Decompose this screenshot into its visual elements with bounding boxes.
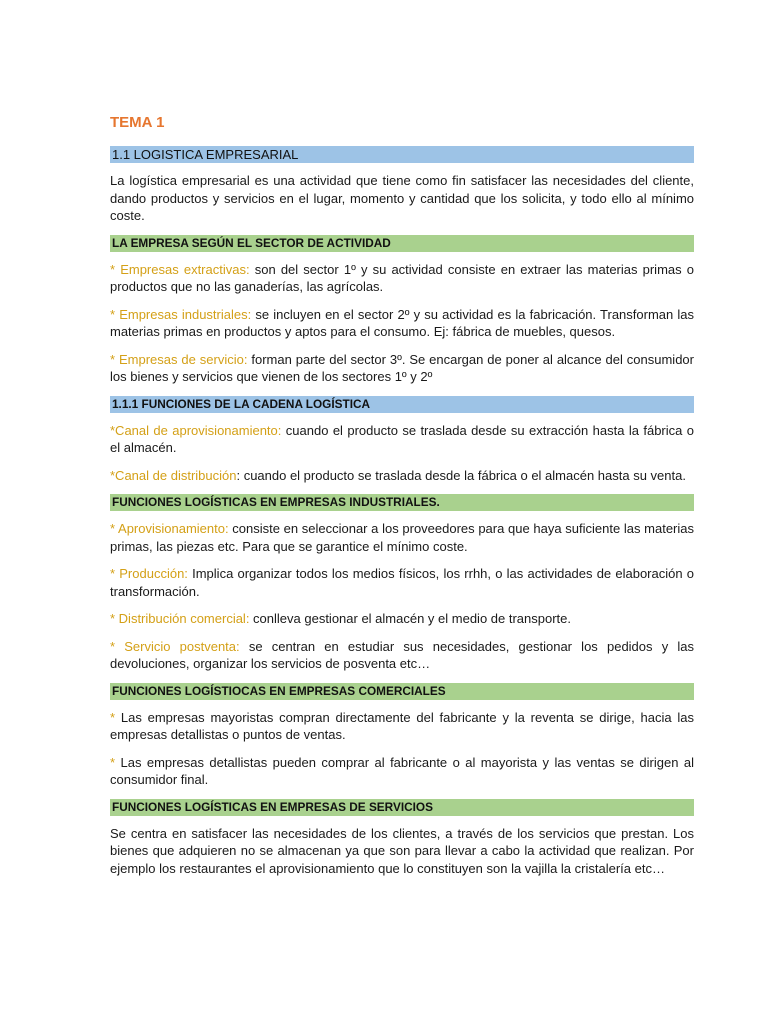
- paragraph-lead: * Empresas extractivas:: [110, 261, 250, 277]
- document-title: TEMA 1: [110, 114, 165, 131]
- paragraph-text: Implica organizar todos los medios físicos, los rrhh, o las actividades de elaboración o transformación.: [110, 566, 695, 599]
- paragraph-lead: * Empresas industriales:: [110, 306, 252, 322]
- paragraph: [110, 565, 694, 600]
- paragraph-lead: * Empresas de servicio:: [110, 351, 248, 367]
- paragraph: [110, 638, 694, 673]
- paragraph: [110, 709, 694, 744]
- paragraph-lead: *: [110, 754, 116, 770]
- paragraph-lead: *Canal de distribución: [110, 467, 237, 483]
- paragraph-text: se incluyen en el sector 2º y su actividad es la fabricación. Transforman las materias primas en productos y aptos para el consumo. Ej: fábrica de muebles, quesos.: [110, 306, 695, 339]
- section-heading: 1.1.1 FUNCIONES DE LA CADENA LOGÍSTICA: [110, 396, 694, 413]
- section-heading: 1.1 LOGISTICA EMPRESARIAL: [110, 146, 694, 163]
- paragraph: [110, 610, 694, 628]
- paragraph: [110, 754, 694, 789]
- paragraph: [110, 825, 694, 878]
- paragraph-text: La logística empresarial es una actividad que tiene como fin satisfacer las necesidades del cliente, dando productos y servicios en el lugar, momento y cantidad que los solicita, y todo ello al mínimo coste.: [110, 173, 694, 223]
- paragraph-text: forman parte del sector 3º. Se encargan de poner al alcance del consumidor los bienes y servicios que vienen de los sectores 1º y 2º: [110, 351, 694, 384]
- paragraph: [110, 422, 694, 457]
- paragraph: [110, 172, 694, 225]
- paragraph-lead: * Producción:: [110, 566, 188, 581]
- paragraph-lead: *Canal de aprovisionamiento:: [110, 422, 282, 438]
- paragraph-lead: * Servicio postventa:: [110, 638, 240, 654]
- paragraph-text: Se centra en satisfacer las necesidades de los clientes, a través de los servicios que prestan. Los bienes que adquieren no se almacenan ya que son para llevar a cabo la actividad que realizan. Por ejemplo los restaurantes el aprovisionamiento que lo constituyen son la vajilla la cristalería etc…: [110, 825, 694, 876]
- paragraph: [110, 351, 694, 386]
- paragraph-text: son del sector 1º y su actividad consiste en extraer las materias primas o productos que no las ganaderías, las agrícolas.: [110, 261, 694, 294]
- paragraph: [110, 261, 694, 296]
- paragraph-text: conlleva gestionar el almacén y el medio de transporte.: [249, 611, 572, 626]
- paragraph-text: : cuando el producto se traslada desde la fábrica o el almacén hasta su venta.: [236, 467, 686, 483]
- paragraph: [110, 306, 694, 341]
- paragraph-lead: * Aprovisionamiento:: [110, 521, 229, 536]
- section-heading: FUNCIONES LOGÍSTIOCAS EN EMPRESAS COMERCIALES: [110, 683, 694, 700]
- section-heading: FUNCIONES LOGÍSTICAS EN EMPRESAS INDUSTRIALES.: [110, 494, 694, 511]
- paragraph-text: se centran en estudiar sus necesidades, gestionar los pedidos y las devoluciones, organizar los servicios de posventa etc…: [110, 638, 694, 671]
- paragraph-text: Las empresas mayoristas compran directamente del fabricante y la reventa se dirige, hacia las empresas detallistas o puntos de ventas.: [110, 709, 694, 742]
- paragraph-lead: * Distribución comercial:: [110, 611, 250, 626]
- paragraph-text: consiste en seleccionar a los proveedores para que haya suficiente las materias primas, las piezas etc. Para que se garantice el mínimo coste.: [110, 521, 694, 554]
- paragraph: [110, 467, 694, 485]
- section-heading: FUNCIONES LOGÍSTICAS EN EMPRESAS DE SERVICIOS: [110, 799, 694, 816]
- paragraph-lead: *: [110, 709, 116, 725]
- document-body: [110, 112, 694, 887]
- section-heading: LA EMPRESA SEGÚN EL SECTOR DE ACTIVIDAD: [110, 235, 694, 252]
- paragraph: [110, 520, 694, 555]
- paragraph-text: cuando el producto se traslada desde su extracción hasta la fábrica o el almacén.: [110, 422, 694, 455]
- paragraph-text: Las empresas detallistas pueden comprar al fabricante o al mayorista y las ventas se dirigen al consumidor final.: [110, 754, 694, 787]
